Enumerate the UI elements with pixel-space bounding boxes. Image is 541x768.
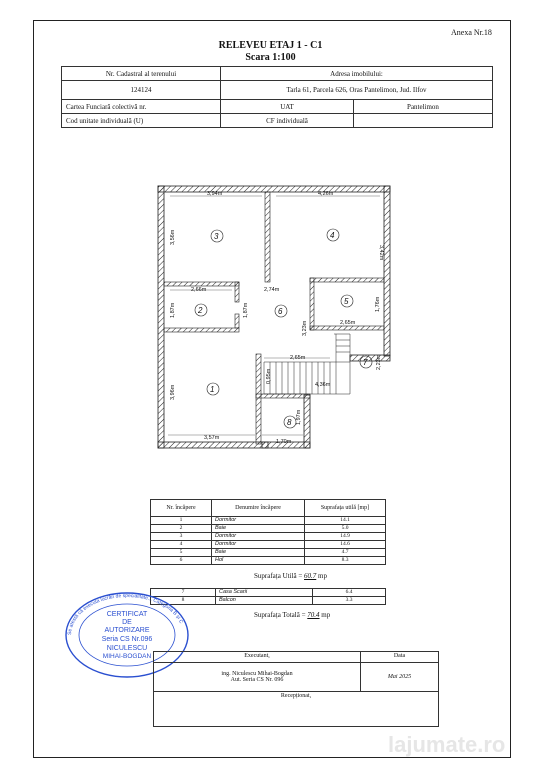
document-scale: Scara 1:100	[245, 52, 296, 63]
dim-3-56: 3,56m	[170, 229, 176, 245]
col-header-name: Denumire încăpere	[212, 500, 305, 517]
stamp-line-2: DE	[122, 619, 132, 626]
executant-info	[154, 663, 361, 692]
executant-table	[153, 651, 439, 727]
annex-number: Anexa Nr.18	[451, 28, 492, 37]
floor-plan	[150, 180, 400, 452]
executant-auth: Aut. Seria CS Nr. 096	[230, 677, 284, 683]
dim-3-23: 3,23m	[302, 320, 308, 336]
dim-4-26: 4,26m	[318, 191, 334, 197]
address-label: Adresa imobilului:	[221, 67, 493, 81]
staircase	[264, 334, 350, 394]
dim-1-76: 1,76m	[375, 296, 381, 312]
cadastral-value: 124124	[62, 81, 221, 100]
dim-1-70: 1,70m	[276, 439, 292, 445]
data-label: Data	[361, 652, 439, 663]
stamp-ring-text: Se atestă că executa lucrări de specialitate... Categoria B și C	[66, 592, 185, 636]
cadastral-label: Nr. Cadastral al terenului	[62, 67, 221, 81]
table-row: 6 Hol 8.3	[151, 557, 386, 565]
executant-date: Mai 2025	[361, 663, 439, 692]
dim-3-57: 3,57m	[204, 435, 220, 441]
dimension-lines	[168, 196, 380, 435]
room-label-2: 2	[198, 306, 203, 315]
room-label-4: 4	[330, 231, 335, 240]
executant-name: ing. Niculescu Mihai-Bogdan	[221, 671, 293, 677]
stamp-line-1: CERTIFICAT	[106, 611, 148, 618]
dim-2-65-a: 2,65m	[340, 320, 356, 326]
dim-3-94: 3,94m	[207, 191, 223, 197]
col-header-area: Suprafața utilă [mp]	[305, 500, 386, 517]
unit-value: CF individuală	[221, 114, 354, 128]
total-area-label: Suprafața Totală =	[254, 611, 306, 619]
dim-2-23: 2,23m	[376, 354, 382, 370]
dim-3-42: 3,42m	[378, 245, 384, 261]
cf-label: Cartea Funciară colectivă nr.	[62, 100, 221, 114]
table-row: 7 Casa Scarii 6.4	[151, 589, 386, 597]
dim-2-65-b: 2,65m	[290, 355, 306, 361]
table-row: 1 Dormitor 14.1	[151, 517, 386, 525]
table-row: 5 Baie 4.7	[151, 549, 386, 557]
dim-1-87-a: 1,87m	[170, 302, 176, 318]
address-value: Tarla 61, Parcela 626, Oras Pantelimon, Jud. Ilfov	[221, 81, 493, 100]
table-row: 2 Baie 5.0	[151, 525, 386, 533]
uat-label: UAT	[221, 100, 354, 114]
dim-4-36: 4,36m	[315, 382, 331, 388]
stamp-line-6: MIHAI-BOGDAN	[102, 653, 152, 660]
dim-1-87-b: 1,87m	[243, 302, 249, 318]
stamp-line-4: Seria CS Nr.096	[101, 636, 153, 643]
useful-area-value: 60.7	[304, 572, 317, 580]
useful-area-unit: mp	[318, 572, 327, 580]
rooms-table	[150, 499, 386, 565]
table-row: 4 Dormitor 14.6	[151, 541, 386, 549]
total-area-unit: mp	[321, 611, 331, 619]
property-info-table	[61, 66, 493, 128]
uat-value: Pantelimon	[354, 100, 493, 114]
empty-cell	[354, 114, 493, 128]
useful-area-summary	[254, 572, 327, 580]
receptionat-label: Recepționat,	[154, 692, 439, 727]
total-area-value: 70.4	[307, 611, 320, 619]
exterior-walls	[158, 186, 390, 448]
document-title: RELEVEU ETAJ 1 - C1	[218, 40, 323, 51]
dim-1-97: 1,97m	[296, 409, 302, 425]
room-label-1: 1	[210, 385, 215, 394]
executant-label: Executant,	[154, 652, 361, 663]
col-header-nr: Nr. încăpere	[151, 500, 212, 517]
room-label-6: 6	[278, 307, 283, 316]
stamp-line-5: NICULESCU	[106, 645, 148, 652]
dim-2-74: 2,74m	[264, 287, 280, 293]
watermark: lajumate.ro	[388, 732, 506, 757]
stamp-line-3: AUTORIZARE	[104, 627, 150, 634]
room-label-8: 8	[287, 418, 292, 427]
room-label-5: 5	[344, 297, 349, 306]
table-row: 8 Balcon 3.3	[151, 597, 386, 605]
dim-3-96: 3,96m	[170, 384, 176, 400]
room-label-7: 7	[363, 358, 368, 367]
total-area-summary	[254, 611, 330, 619]
dim-2-66: 2,66m	[191, 287, 207, 293]
dim-0-95: 0,95m	[266, 368, 272, 384]
useful-area-label: Suprafața Utilă =	[254, 572, 303, 580]
room-label-3: 3	[214, 232, 219, 241]
unit-label: Cod unitate individuală (U)	[62, 114, 221, 128]
interior-walls	[164, 192, 384, 444]
table-row: 3 Dormitor 14.9	[151, 533, 386, 541]
